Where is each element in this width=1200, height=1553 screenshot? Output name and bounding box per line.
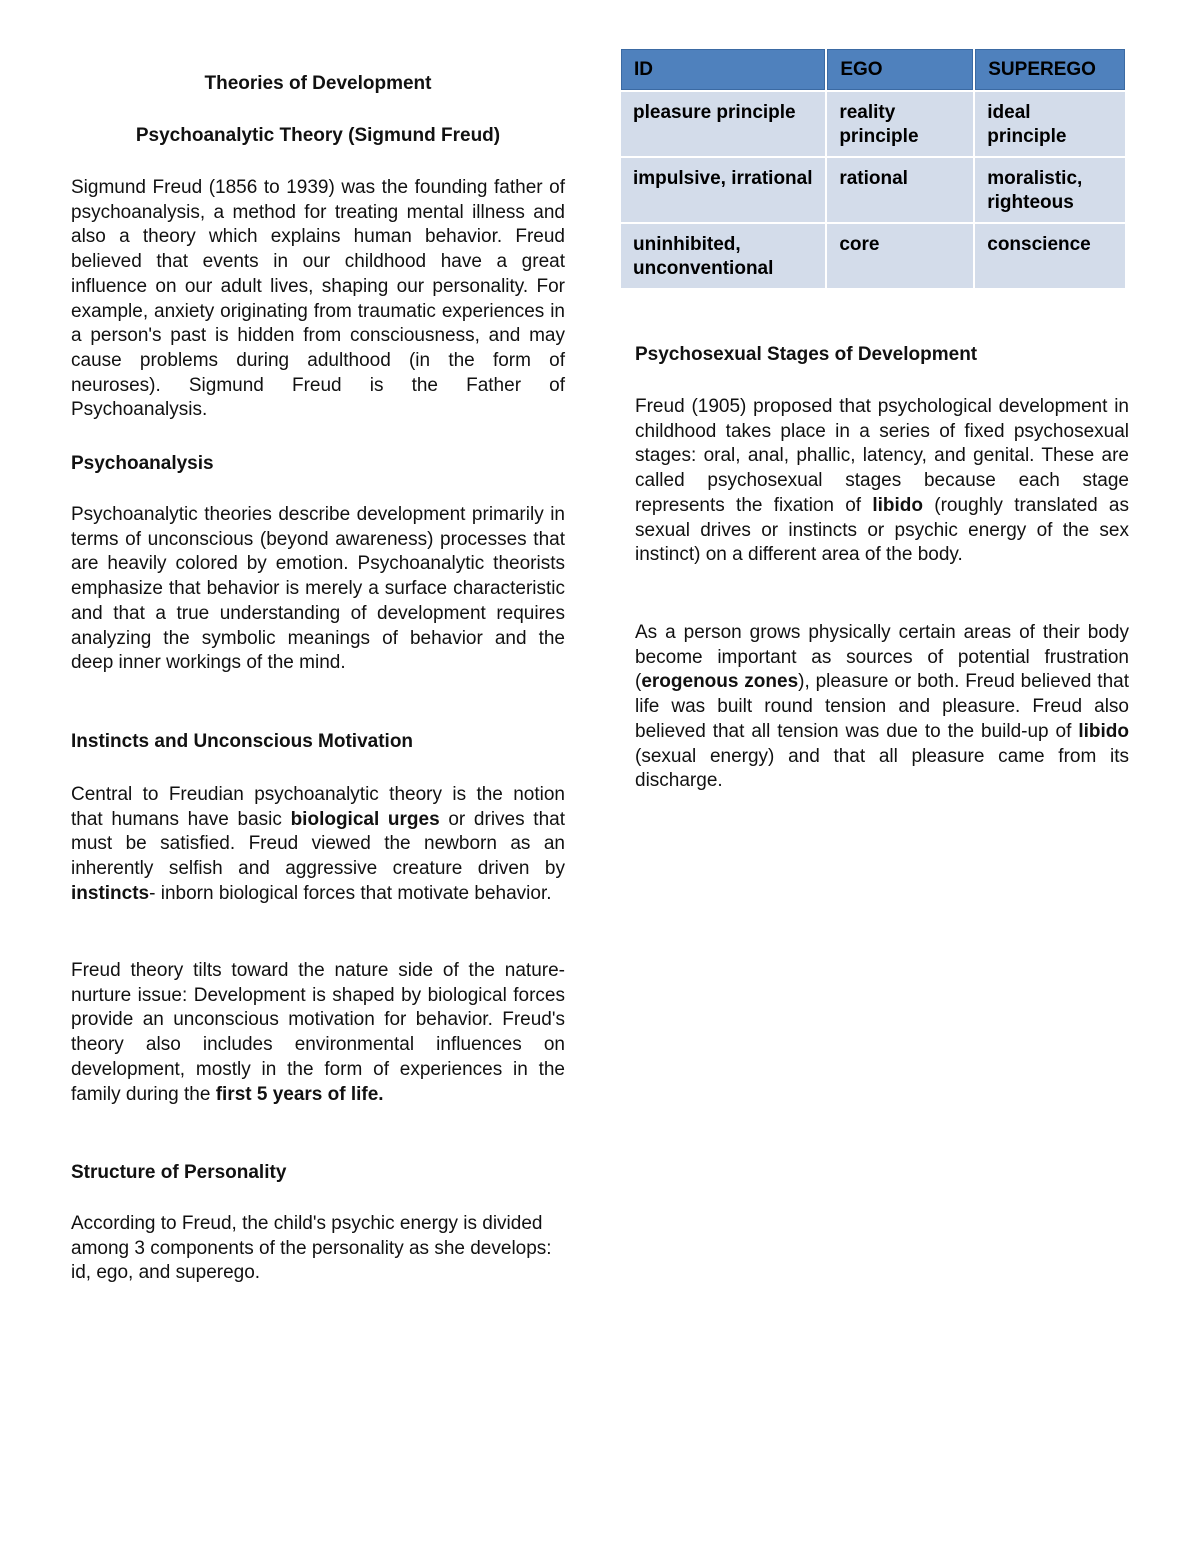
heading-instincts: Instincts and Unconscious Motivation [71,731,414,752]
table-cell: core [827,224,973,288]
table-header-row [621,49,1125,90]
paragraph-nature-nurture: Freud theory tilts toward the nature side of the nature-nurture issue: Development is shaped by biological forces provide an unconscious motivation for behavior. Freud's theory also includes environmental influences on development, mostly in the form of experiences in the family during the first 5 years of life. [71,960,565,1105]
section-title-psychoanalytic-theory: Psychoanalytic Theory (Sigmund Freud) [135,125,501,146]
paragraph-structure: According to Freud, the child's psychic energy is divided among 3 components of the personality as she develops: id, ego, and superego. [71,1213,552,1284]
header-ego: EGO [827,49,973,90]
table-row [621,158,1125,222]
table-cell: pleasure principle [621,92,825,156]
paragraph-psychoanalysis: Psychoanalytic theories describe development primarily in terms of unconscious (beyond awareness) processes that are heavily colored by emotion. Psychoanalytic theorists emphasize that behavior is merely a surface characteristic and that a true understanding of development requires analyzing the symbolic meanings of behavior and the deep inner workings of the mind. [71,504,565,674]
paragraph-erogenous-zones: As a person grows physically certain areas of their body become important as sources of potential frustration (erogenous zones), pleasure or both. Freud believed that life was built round tension and pleasure. Freud also believed that all tension was due to the build-up of libido (sexual energy) and that all pleasure came from its discharge. [635,622,1130,792]
header-id: ID [621,49,825,90]
table-cell: rational [827,158,973,222]
paragraph-psychosexual-stages: Freud (1905) proposed that psychological development in childhood takes place in a series of fixed psychosexual stages: oral, anal, phallic, latency, and genital. These are called psychosexual stages because each stage represents the fixation of libido (roughly translated as sexual drives or instincts or psychic energy of the sex instinct) on a different area of the body. [635,396,1129,566]
table-cell: reality principle [827,92,973,156]
table-cell: ideal principle [975,92,1125,156]
table-cell: uninhibited, unconventional [621,224,825,288]
table-cell: moralistic, righteous [975,158,1125,222]
heading-psychosexual-stages: Psychosexual Stages of Development [635,344,978,365]
document-title: Theories of Development [204,73,432,94]
heading-structure-of-personality: Structure of Personality [71,1162,287,1183]
heading-psychoanalysis: Psychoanalysis [71,453,214,474]
paragraph-instincts: Central to Freudian psychoanalytic theory is the notion that humans have basic biological urges or drives that must be satisfied. Freud viewed the newborn as an inherently selfish and aggressive creature driven by instincts- inborn biological forces that motivate behavior. [71,784,565,904]
personality-structure-table [619,47,1127,290]
table-row [621,92,1125,156]
header-superego: SUPEREGO [975,49,1125,90]
table-cell: impulsive, irrational [621,158,825,222]
table-cell: conscience [975,224,1125,288]
paragraph-freud-intro: Sigmund Freud (1856 to 1939) was the founding father of psychoanalysis, a method for treating mental illness and also a theory which explains human behavior. Freud believed that events in our childhood have a great influence on our adult lives, shaping our personality. For example, anxiety originating from traumatic experiences in a person's past is hidden from consciousness, and may cause problems during adulthood (in the form of neuroses). Sigmund Freud is the Father of Psychoanalysis. [71,177,565,421]
table-row [621,224,1125,288]
